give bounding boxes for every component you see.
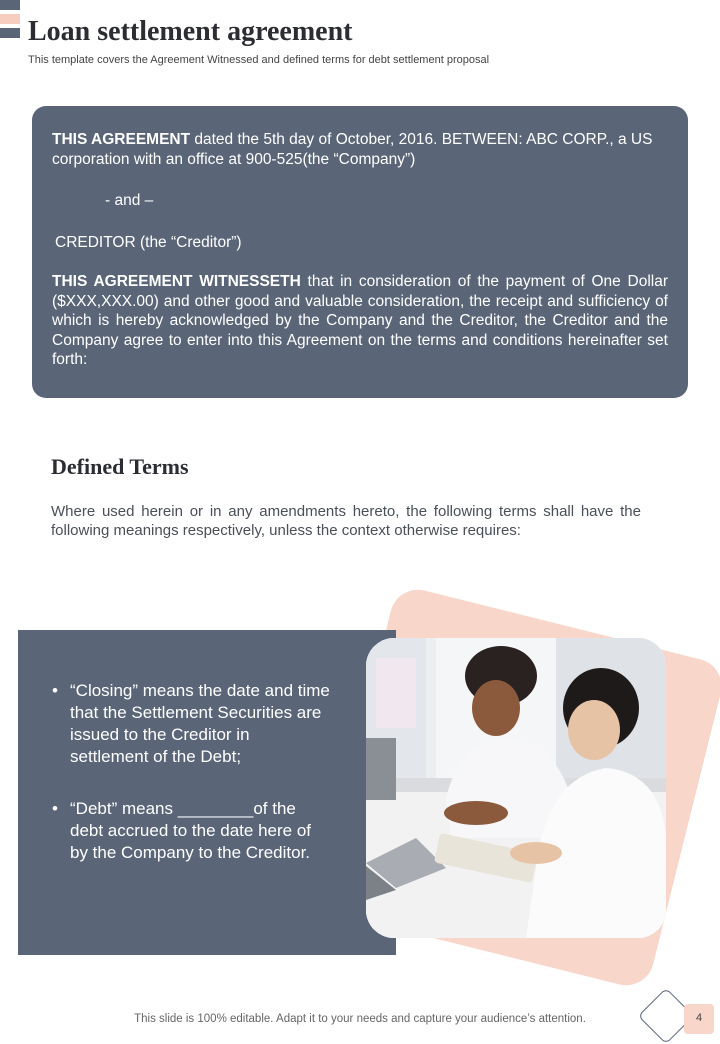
agreement-box: [32, 106, 688, 398]
agreement-witness: [52, 272, 668, 370]
corner-accent-bar: [0, 0, 20, 10]
office-photo: [366, 638, 666, 938]
corner-accent-bar: [0, 14, 20, 24]
footer-note: This slide is 100% editable. Adapt it to your needs and capture your audience’s attention.: [134, 1013, 586, 1025]
agreement-and-line: - and –: [105, 192, 154, 209]
list-item: [52, 680, 332, 768]
agreement-witness-bold: THIS AGREEMENT WITNESSETH: [52, 273, 301, 290]
agreement-intro-bold: THIS AGREEMENT: [52, 131, 191, 148]
bullet-icon: •: [52, 799, 58, 818]
corner-accent-bar: [0, 28, 20, 38]
page-title: Loan settlement agreement: [28, 16, 353, 47]
list-item: [52, 798, 332, 864]
page-number: 4: [695, 1012, 703, 1024]
defined-terms-body: Where used herein or in any amendments hereto, the following terms shall have the following meanings respectively, unless the context otherwise requires:: [51, 503, 641, 539]
page-subtitle: This template covers the Agreement Witnessed and defined terms for debt settlement proposal: [28, 54, 490, 66]
term-closing: “Closing” means the date and time that the Settlement Securities are issued to the Creditor in settlement of the Debt;: [70, 681, 330, 766]
office-photo-illustration: [366, 638, 666, 938]
agreement-intro-text: dated the 5th day of October, 2016. BETWEEN: ABC CORP., a US corporation with an office at 900-525(the “Company”): [52, 131, 653, 168]
term-debt: “Debt” means ________of the debt accrued to the date here of by the Company to the Creditor.: [70, 799, 312, 862]
defined-terms-heading: Defined Terms: [51, 454, 189, 479]
agreement-intro: [52, 130, 668, 169]
agreement-creditor-line: CREDITOR (the “Creditor”): [55, 233, 242, 251]
bullet-icon: •: [52, 681, 58, 700]
terms-list: [52, 680, 332, 864]
agreement-witness-text: that in consideration of the payment of One Dollar ($XXX,XXX.00) and other good and valuable consideration, the receipt and sufficiency of which is hereby acknowledged by the Company and the Creditor, the Creditor and the Company agree to enter into this Agreement on the terms and conditions hereinafter set forth:: [52, 273, 668, 368]
